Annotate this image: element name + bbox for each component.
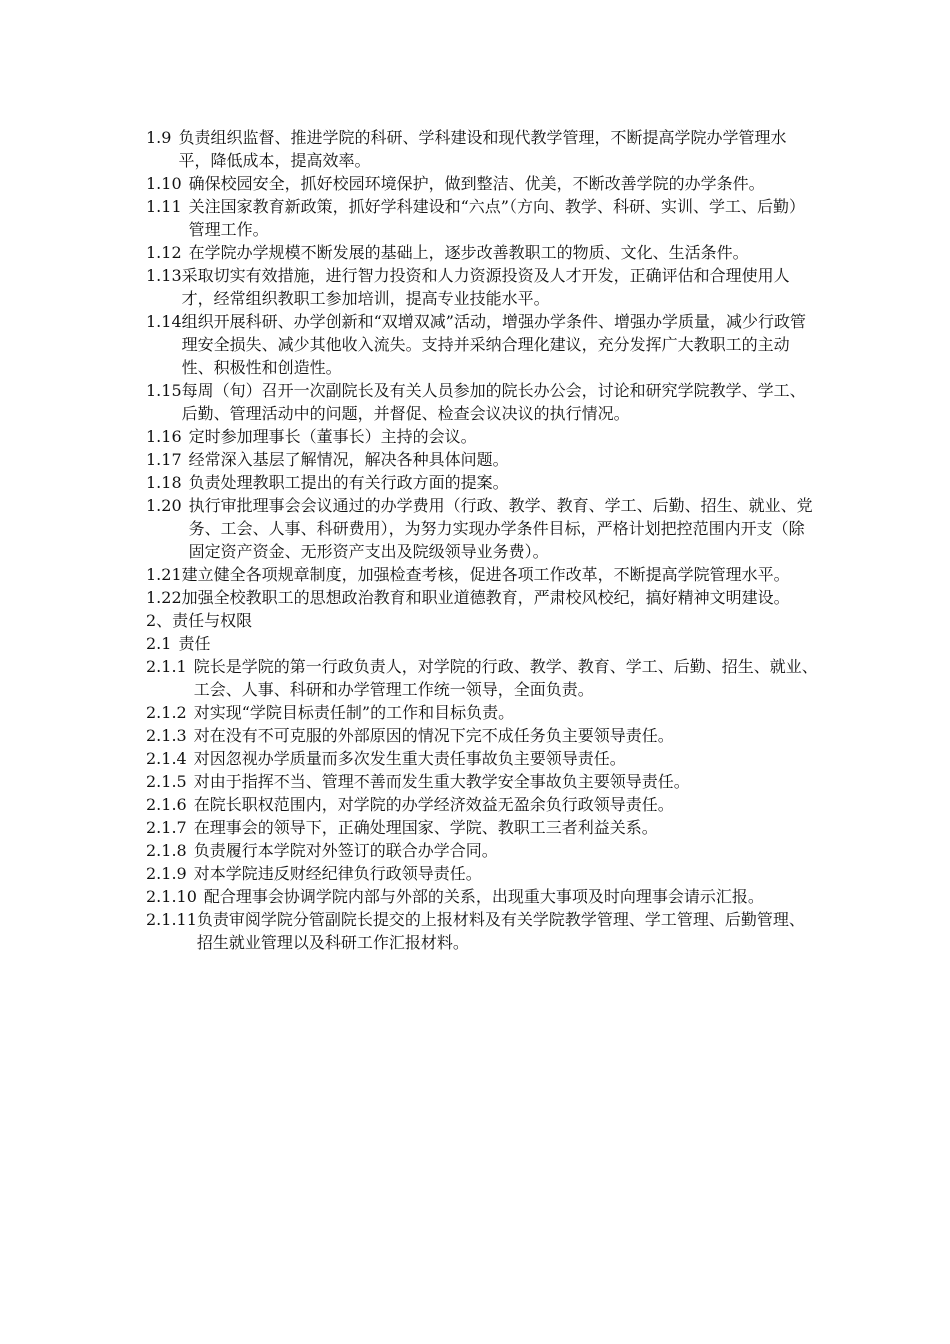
item-text: 配合理事会协调学院内部与外部的关系，出现重大事项及时向理事会请示汇报。 xyxy=(203,887,764,906)
item-number: 1.11 xyxy=(146,197,182,216)
list-item xyxy=(146,195,818,241)
item-number: 2.1.8 xyxy=(146,841,187,860)
item-number: 1.10 xyxy=(146,174,182,193)
item-number: 1.16 xyxy=(146,427,182,446)
item-text: 组织开展科研、办学创新和“双增双减”活动，增强办学条件、增强办学质量，减少行政管理安全损失、减少其他收入流失。支持并采纳合理化建议，充分发挥广大教职工的主动性、积极性和创造性。 xyxy=(181,312,806,377)
item-number: 1.20 xyxy=(146,496,182,515)
item-text: 加强全校教职工的思想政治教育和职业道德教育，严肃校风校纪，搞好精神文明建设。 xyxy=(181,588,790,607)
item-text: 定时参加理事长（董事长）主持的会议。 xyxy=(188,427,477,446)
item-text: 在理事会的领导下，正确处理国家、学院、教职工三者利益关系。 xyxy=(193,818,658,837)
item-text: 执行审批理事会会议通过的办学费用（行政、教学、教育、学工、后勤、招生、就业、党务、工会、人事、科研费用），为努力实现办学条件目标，严格计划把控范围内开支（除固定资产资金、无形资产支出及院级领导业务费）。 xyxy=(188,496,813,561)
item-number: 1.12 xyxy=(146,243,182,262)
item-text: 对在没有不可克服的外部原因的情况下完不成任务负主要领导责任。 xyxy=(193,726,674,745)
item-number: 2.1.11 xyxy=(146,910,197,929)
list-item xyxy=(146,126,818,172)
list-item xyxy=(146,471,818,494)
item-text: 院长是学院的第一行政负责人，对学院的行政、教学、教育、学工、后勤、招生、就业、工会、人事、科研和办学管理工作统一领导，全面负责。 xyxy=(193,657,818,699)
sub-list-item xyxy=(146,747,818,770)
item-text: 负责组织监督、推进学院的科研、学科建设和现代教学管理，不断提高学院办学管理水平，降低成本，提高效率。 xyxy=(178,128,787,170)
list-item xyxy=(146,379,818,425)
item-number: 1.22 xyxy=(146,588,182,607)
item-text: 在院长职权范围内，对学院的办学经济效益无盈余负行政领导责任。 xyxy=(193,795,674,814)
item-number: 2.1.7 xyxy=(146,818,187,837)
list-item xyxy=(146,172,818,195)
sub-list-item xyxy=(146,724,818,747)
sub-list-item xyxy=(146,839,818,862)
item-text: 负责审阅学院分管副院长提交的上报材料及有关学院教学管理、学工管理、后勤管理、招生就业管理以及科研工作汇报材料。 xyxy=(196,910,805,952)
sub-heading-text: 责任 xyxy=(178,634,211,653)
list-item xyxy=(146,448,818,471)
sub-heading-number: 2.1 xyxy=(146,634,172,653)
sub-list-item xyxy=(146,770,818,793)
item-text: 负责履行本学院对外签订的联合办学合同。 xyxy=(193,841,498,860)
item-number: 1.15 xyxy=(146,381,182,400)
sub-list-item xyxy=(146,701,818,724)
list-item xyxy=(146,425,818,448)
list-item xyxy=(146,310,818,379)
item-number: 2.1.3 xyxy=(146,726,187,745)
item-text: 建立健全各项规章制度，加强检查考核，促进各项工作改革，不断提高学院管理水平。 xyxy=(181,565,790,584)
item-text: 关注国家教育新政策，抓好学科建设和“六点”（方向、教学、科研、实训、学工、后勤）管理工作。 xyxy=(188,197,805,239)
item-number: 2.1.10 xyxy=(146,887,197,906)
sub-heading xyxy=(146,632,818,655)
item-number: 2.1.1 xyxy=(146,657,187,676)
section-heading: 2、责任与权限 xyxy=(146,611,253,630)
item-number: 2.1.5 xyxy=(146,772,187,791)
item-text: 确保校园安全，抓好校园环境保护，做到整洁、优美，不断改善学院的办学条件。 xyxy=(188,174,765,193)
sub-list-item xyxy=(146,885,818,908)
item-number: 1.21 xyxy=(146,565,182,584)
item-number: 1.17 xyxy=(146,450,182,469)
list-item xyxy=(146,264,818,310)
document-body xyxy=(146,126,818,954)
list-item xyxy=(146,586,818,609)
item-text: 经常深入基层了解情况，解决各种具体问题。 xyxy=(188,450,509,469)
sub-list-item xyxy=(146,793,818,816)
sub-list-item xyxy=(146,908,818,954)
item-text: 每周（旬）召开一次副院长及有关人员参加的院长办公会，讨论和研究学院教学、学工、后勤、管理活动中的问题，并督促、检查会议决议的执行情况。 xyxy=(181,381,806,423)
item-number: 1.14 xyxy=(146,312,182,331)
item-number: 2.1.9 xyxy=(146,864,187,883)
item-text: 对本学院违反财经纪律负行政领导责任。 xyxy=(193,864,482,883)
list-item xyxy=(146,241,818,264)
item-number: 2.1.2 xyxy=(146,703,187,722)
item-text: 对因忽视办学质量而多次发生重大责任事故负主要领导责任。 xyxy=(193,749,626,768)
sub-list-item xyxy=(146,816,818,839)
sub-list-item xyxy=(146,862,818,885)
item-number: 1.9 xyxy=(146,128,172,147)
list-item xyxy=(146,563,818,586)
item-text: 负责处理教职工提出的有关行政方面的提案。 xyxy=(188,473,509,492)
item-number: 2.1.6 xyxy=(146,795,187,814)
list-item xyxy=(146,494,818,563)
item-text: 对实现“学院目标责任制”的工作和目标负责。 xyxy=(193,703,515,722)
item-text: 采取切实有效措施，进行智力投资和人力资源投资及人才开发，正确评估和合理使用人才，经常组织教职工参加培训，提高专业技能水平。 xyxy=(181,266,790,308)
item-number: 1.13 xyxy=(146,266,182,285)
item-text: 在学院办学规模不断发展的基础上，逐步改善教职工的物质、文化、生活条件。 xyxy=(188,243,749,262)
item-text: 对由于指挥不当、管理不善而发生重大教学安全事故负主要领导责任。 xyxy=(193,772,690,791)
item-number: 1.18 xyxy=(146,473,182,492)
item-number: 2.1.4 xyxy=(146,749,187,768)
sub-list-item xyxy=(146,655,818,701)
